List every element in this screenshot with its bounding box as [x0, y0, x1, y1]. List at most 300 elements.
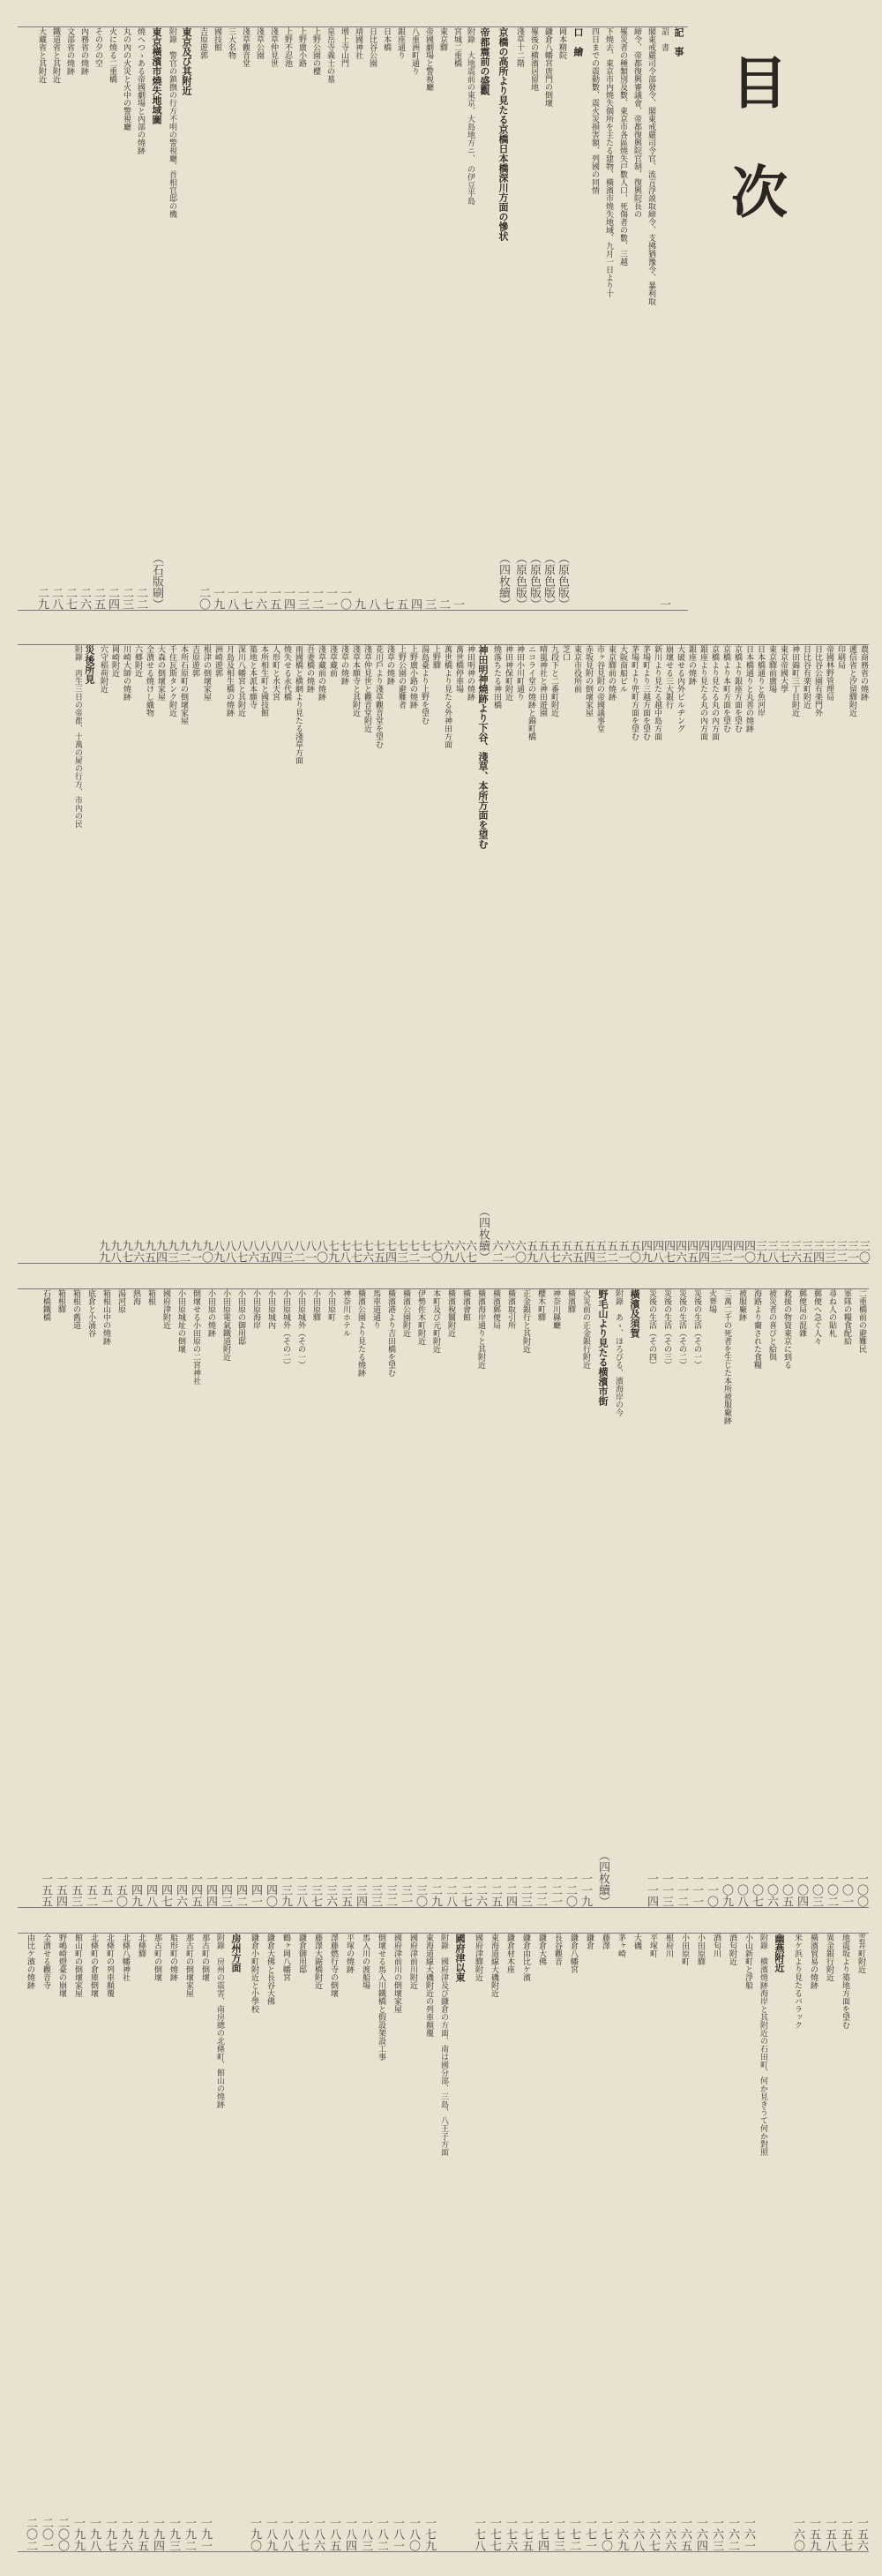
toc-entry[interactable]	[565, 1934, 581, 2551]
toc-entry[interactable]	[119, 27, 133, 610]
toc-entry-title: 神田錦町三丁目附近	[790, 645, 799, 717]
toc-section-note	[437, 1934, 450, 2551]
toc-entry-title: 鐵道省と其附近	[51, 27, 60, 83]
toc-entry[interactable]	[766, 645, 777, 1263]
toc-entry[interactable]	[235, 645, 246, 1263]
toc-entry[interactable]	[263, 1289, 278, 1907]
toc-entry[interactable]	[353, 1289, 368, 1907]
toc-entry[interactable]	[754, 645, 766, 1263]
toc-entry[interactable]	[789, 645, 800, 1263]
toc-entry-page: 一九六	[119, 2517, 132, 2551]
toc-entry-title: 正金銀行と其附近	[521, 1289, 530, 1353]
toc-entry-title: 下燒去、東京市内燒失個所を主たる建物、橫濱市燒失地域、九月一日より十	[604, 27, 613, 297]
toc-entry[interactable]	[597, 1934, 613, 2551]
toc-entry[interactable]	[581, 1934, 597, 2551]
toc-entry[interactable]	[349, 645, 361, 1263]
toc-entry[interactable]	[443, 1289, 458, 1907]
toc-entry-title: 鎌倉材木座	[505, 1934, 514, 1973]
toc-entry[interactable]	[38, 1934, 54, 2551]
toc-entry-title: 上野不忍池	[283, 27, 292, 67]
toc-entry-page: 三六	[788, 1240, 801, 1263]
toc-entry[interactable]	[223, 645, 235, 1263]
toc-entry-title: 災後の生活（その四）	[647, 1289, 656, 1369]
toc-entry[interactable]	[280, 645, 292, 1263]
toc-entry[interactable]	[436, 27, 450, 610]
toc-entry[interactable]	[821, 1934, 837, 2551]
toc-entry[interactable]	[248, 1289, 263, 1907]
toc-entry[interactable]	[428, 1289, 443, 1907]
toc-entry-title: ニコライ堂の燒跡と錦町橋	[527, 645, 535, 740]
toc-entry[interactable]	[70, 1934, 86, 2551]
toc-entry[interactable]	[53, 1289, 68, 1907]
toc-entry[interactable]	[502, 1934, 518, 2551]
toc-entry[interactable]	[674, 645, 685, 1263]
toc-entry[interactable]	[189, 645, 200, 1263]
toc-entry[interactable]	[837, 1934, 853, 2551]
toc-entry-title: 淺草の燒跡	[340, 645, 348, 685]
toc-entry[interactable]	[518, 1934, 534, 2551]
toc-entry[interactable]	[246, 1934, 262, 2551]
toc-entry[interactable]	[158, 1289, 173, 1907]
toc-entry-page: 一五九	[807, 2517, 820, 2551]
toc-entry[interactable]	[779, 1289, 794, 1907]
toc-entry-title: 京橋より本町方面を望む	[721, 645, 730, 732]
toc-entry-page: 四二	[719, 1240, 732, 1263]
toc-entry[interactable]	[38, 1289, 53, 1907]
toc-entry[interactable]	[117, 1934, 133, 2551]
toc-entry[interactable]	[196, 27, 210, 610]
toc-entry[interactable]	[513, 645, 525, 1263]
toc-entry[interactable]	[49, 27, 63, 610]
toc-section-heading	[769, 1934, 789, 2551]
toc-entry[interactable]	[269, 645, 280, 1263]
toc-entry[interactable]	[651, 645, 662, 1263]
toc-entry[interactable]	[674, 1289, 689, 1907]
toc-entry[interactable]	[133, 27, 147, 610]
toc-entry[interactable]	[794, 1289, 809, 1907]
toc-entry[interactable]	[295, 27, 309, 610]
toc-entry-title: 芝口	[561, 645, 570, 661]
toc-entry[interactable]	[238, 27, 252, 610]
toc-entry-title: 吉原遊郭	[191, 645, 199, 677]
toc-entry[interactable]	[613, 1934, 629, 2551]
toc-entry[interactable]	[338, 645, 349, 1263]
toc-entry[interactable]	[764, 1289, 779, 1907]
toc-entry[interactable]	[422, 27, 436, 610]
toc-section-note	[658, 27, 669, 610]
toc-entry-title: 泉岳寺義士の墓	[325, 27, 334, 83]
toc-entry[interactable]	[379, 27, 393, 610]
toc-entry[interactable]	[212, 645, 223, 1263]
toc-entry-title: 附錄 横濱燒跡海岸と其附近の石田町、何か見きうて何か對照	[759, 1934, 767, 2156]
toc-entry[interactable]	[708, 1934, 724, 2551]
toc-entry-page: 四九	[639, 1240, 652, 1263]
toc-entry[interactable]	[246, 645, 258, 1263]
toc-entry[interactable]	[177, 645, 189, 1263]
toc-entry-page: 一八五	[327, 2517, 340, 2551]
toc-entry[interactable]	[294, 1934, 310, 2551]
toc-entry[interactable]	[697, 645, 708, 1263]
toc-entry[interactable]	[639, 645, 651, 1263]
toc-entry[interactable]	[630, 27, 644, 610]
toc-entry-title: 吾妻橋の燒跡	[305, 645, 314, 693]
toc-entry-page: 二五	[92, 587, 105, 610]
toc-entry[interactable]	[724, 1934, 740, 2551]
toc-entry[interactable]	[293, 1289, 308, 1907]
toc-entry[interactable]	[113, 1289, 128, 1907]
toc-entry[interactable]	[338, 1289, 353, 1907]
toc-entry-page: 二三	[120, 587, 133, 610]
toc-entry-page: 二〇一	[40, 2517, 53, 2551]
toc-entry-page: 七一	[417, 1240, 430, 1263]
toc-entry[interactable]	[166, 645, 177, 1263]
toc-entry-page: 三一	[845, 1240, 858, 1263]
toc-entry[interactable]	[68, 1289, 83, 1907]
toc-entry[interactable]	[555, 27, 569, 610]
toc-entry[interactable]	[418, 645, 430, 1263]
toc-entry-page: 一五	[267, 587, 280, 610]
toc-entry[interactable]	[805, 1934, 821, 2551]
toc-entry[interactable]	[473, 1289, 488, 1907]
toc-entry[interactable]	[464, 645, 475, 1263]
toc-entry-title: 大藏省と其附近	[37, 27, 46, 83]
toc-entry[interactable]	[389, 1934, 405, 2551]
toc-entry[interactable]	[83, 1289, 98, 1907]
toc-entry-title: 岡崎附近	[110, 645, 119, 677]
toc-entry[interactable]	[740, 1934, 756, 2551]
toc-entry[interactable]	[676, 1934, 692, 2551]
toc-section-heading	[450, 1934, 470, 2551]
toc-entry[interactable]	[839, 1289, 854, 1907]
toc-entry[interactable]	[644, 1289, 659, 1907]
toc-entry[interactable]	[357, 1934, 373, 2551]
toc-entry-page: 一一〇	[705, 1873, 718, 1907]
toc-entry[interactable]	[326, 645, 338, 1263]
toc-entry-title: 丸の內の火災と火中の警視廳	[122, 27, 131, 131]
toc-entry[interactable]	[384, 645, 395, 1263]
toc-entry-page: 一八六	[311, 2517, 325, 2551]
toc-entry[interactable]	[120, 645, 131, 1263]
toc-entry[interactable]	[200, 645, 212, 1263]
toc-entry[interactable]	[720, 645, 731, 1263]
toc-entry[interactable]	[594, 645, 605, 1263]
toc-entry-title: 災後の生活（その一）	[692, 1289, 701, 1369]
toc-entry[interactable]	[108, 645, 120, 1263]
toc-entry[interactable]	[749, 1289, 764, 1907]
toc-entry[interactable]	[452, 645, 464, 1263]
toc-entry-title: 橫濱海岸通りと其附近	[476, 1289, 485, 1369]
toc-entry[interactable]	[280, 27, 295, 610]
toc-entry[interactable]	[309, 27, 323, 610]
toc-entry-title: 橫濱郵便局	[491, 1289, 500, 1329]
toc-entry[interactable]	[490, 645, 502, 1263]
toc-entry-title: 大破せる內外ビルヂング	[676, 645, 684, 732]
toc-entry[interactable]	[719, 1289, 734, 1907]
toc-entry-page: 四三	[707, 1240, 721, 1263]
toc-entry-title: 被服廠跡	[737, 1289, 746, 1321]
toc-entry-page: （四枚續）	[596, 1850, 609, 1907]
toc-entry[interactable]	[292, 645, 303, 1263]
toc-entry-title: 淺草の燒跡	[385, 645, 394, 685]
toc-entry-page: 七五	[371, 1240, 385, 1263]
toc-entry-title: 淺草觀音堂	[241, 27, 250, 67]
toc-entry-title: 茅ヶ崎	[617, 1934, 625, 1957]
toc-entry-title: 大阪商船ビル	[618, 645, 627, 693]
toc-entry[interactable]	[777, 645, 789, 1263]
toc-entry-title: 增上寺山門	[340, 27, 348, 67]
toc-entry[interactable]	[661, 1934, 676, 2551]
toc-entry-title: 底倉と小涌谷	[86, 1289, 95, 1337]
toc-entry[interactable]	[165, 1934, 181, 2551]
toc-entry[interactable]	[361, 645, 372, 1263]
toc-entry[interactable]	[405, 1934, 421, 2551]
toc-entry[interactable]	[628, 645, 639, 1263]
toc-entry[interactable]	[407, 645, 418, 1263]
toc-entry-title: 日本橋通りと魚河岸	[756, 645, 765, 717]
toc-entry[interactable]	[605, 645, 617, 1263]
toc-entry-title: 伊勢佐木町附近	[416, 1289, 425, 1345]
toc-entry[interactable]	[413, 1289, 428, 1907]
toc-entry-title: 上野驛	[431, 645, 440, 669]
toc-entry-title: 異金銀行附近	[825, 1934, 833, 1981]
toc-entry[interactable]	[351, 27, 365, 610]
toc-entry[interactable]	[77, 27, 91, 610]
toc-entry[interactable]	[341, 1934, 357, 2551]
toc-entry[interactable]	[587, 27, 602, 610]
toc-entry[interactable]	[731, 645, 743, 1263]
toc-entry-title: 房州方面	[230, 1934, 242, 1972]
toc-entry[interactable]	[534, 1934, 549, 2551]
toc-entry[interactable]	[133, 1934, 149, 2551]
toc-entry[interactable]	[518, 1289, 533, 1907]
toc-entry[interactable]	[824, 1289, 839, 1907]
toc-entry[interactable]	[692, 1934, 708, 2551]
toc-entry[interactable]	[128, 1289, 143, 1907]
toc-entry[interactable]	[857, 645, 869, 1263]
toc-entry-title: 洲崎遊郭	[213, 645, 222, 677]
toc-entry-page: 七六	[360, 1240, 373, 1263]
toc-entry[interactable]	[563, 1289, 578, 1907]
toc-entry[interactable]	[662, 645, 674, 1263]
toc-entry[interactable]	[266, 27, 280, 610]
toc-entry[interactable]	[834, 645, 846, 1263]
toc-entry-page: 九八	[108, 1240, 121, 1263]
toc-entry[interactable]	[441, 645, 452, 1263]
toc-entry-page: 一二七	[459, 1873, 472, 1907]
toc-entry[interactable]	[143, 645, 154, 1263]
toc-entry[interactable]	[398, 1289, 413, 1907]
toc-entry[interactable]	[188, 1289, 203, 1907]
toc-entry[interactable]	[644, 27, 658, 610]
toc-entry[interactable]	[131, 645, 143, 1263]
toc-entry[interactable]	[101, 1934, 117, 2551]
toc-entry[interactable]	[383, 1289, 398, 1907]
toc-entry[interactable]	[323, 1289, 338, 1907]
toc-entry[interactable]	[800, 645, 811, 1263]
toc-entry[interactable]	[197, 1934, 213, 2551]
toc-entry-title: 火災前の正金銀行附近	[581, 1289, 590, 1369]
toc-entry[interactable]	[233, 1289, 248, 1907]
toc-entry[interactable]	[210, 27, 224, 610]
toc-entry-title: 鎌倉八幡宮唐門の倒壞	[543, 27, 552, 107]
toc-entry[interactable]	[308, 1289, 323, 1907]
toc-entry[interactable]	[616, 27, 630, 610]
toc-entry-title: 火葬場	[707, 1289, 716, 1313]
toc-entry[interactable]	[258, 645, 269, 1263]
toc-entry-page: 一七八	[472, 2517, 485, 2551]
toc-entry-page: 一四八	[144, 1873, 157, 1907]
toc-entry[interactable]	[149, 1934, 165, 2551]
toc-entry-title: 長谷觀音	[553, 1934, 562, 1965]
toc-entry[interactable]	[571, 645, 582, 1263]
toc-entry-page: 五九	[524, 1240, 537, 1263]
toc-entry[interactable]	[373, 1934, 389, 2551]
toc-entry[interactable]	[224, 27, 238, 610]
toc-entry[interactable]	[536, 645, 548, 1263]
toc-entry[interactable]	[218, 1289, 233, 1907]
toc-entry[interactable]	[486, 1934, 502, 2551]
toc-entry[interactable]	[154, 645, 166, 1263]
toc-entry[interactable]	[98, 1289, 113, 1907]
toc-entry-title: 附錄 再生三日の帝都、十萬の屍の行方、市內の民	[73, 645, 82, 828]
toc-entry[interactable]	[421, 1934, 437, 2551]
toc-entry[interactable]	[578, 1289, 593, 1907]
toc-entry-page: （原色版）	[556, 552, 569, 610]
toc-entry[interactable]	[617, 645, 628, 1263]
toc-entry[interactable]	[708, 645, 720, 1263]
toc-entry[interactable]	[685, 645, 697, 1263]
toc-entry-page: 五五	[570, 1240, 583, 1263]
toc-entry[interactable]	[811, 645, 823, 1263]
toc-entry[interactable]	[365, 27, 379, 610]
toc-entry-title: 小田原電氣鐵道附近	[221, 1289, 230, 1361]
toc-entry[interactable]	[34, 27, 49, 610]
toc-entry-title: 帝都震前の盛觀	[479, 27, 490, 95]
toc-section-heading	[624, 1289, 644, 1907]
toc-entry-title: 那古町の倒壞	[153, 1934, 161, 1981]
toc-entry[interactable]	[63, 27, 77, 610]
toc-entry-title: 災後の生活（その三）	[662, 1289, 671, 1369]
toc-entry[interactable]	[105, 27, 119, 610]
toc-entry[interactable]	[823, 645, 834, 1263]
toc-entry[interactable]	[310, 1934, 325, 2551]
toc-entry-title: 岡本精院	[557, 27, 566, 59]
toc-entry[interactable]	[450, 27, 464, 610]
toc-entry[interactable]	[549, 1934, 565, 2551]
toc-entry-title: 神田明神燒跡より下谷、淺草、本所方面を望む	[477, 645, 489, 849]
toc-entry[interactable]	[22, 1934, 38, 2551]
toc-entry-page: 一一一	[690, 1873, 703, 1907]
toc-section-note	[72, 645, 82, 1263]
toc-entry[interactable]	[789, 1934, 805, 2551]
toc-entry[interactable]	[337, 27, 351, 610]
toc-entry[interactable]	[458, 1289, 473, 1907]
toc-entry[interactable]	[527, 27, 541, 610]
toc-entry-title: 附錄 房州の震害、南房總の北條町、館山の燒跡	[215, 1934, 224, 2108]
toc-entry[interactable]	[503, 1289, 518, 1907]
toc-entry-page: 一七〇	[599, 2517, 612, 2551]
toc-entry-title: 橫濱貿易の燒跡	[809, 1934, 818, 1989]
toc-entry[interactable]	[372, 645, 384, 1263]
toc-entry[interactable]	[86, 1934, 101, 2551]
toc-entry[interactable]	[853, 1934, 869, 2551]
toc-entry-title: 被災者の喜びと給與	[767, 1289, 776, 1361]
toc-entry[interactable]	[278, 1934, 294, 2551]
toc-entry-title: 晴嵐神社と神田遊園	[538, 645, 547, 717]
toc-entry[interactable]	[854, 1289, 869, 1907]
toc-entry[interactable]	[533, 1289, 548, 1907]
toc-entry[interactable]	[809, 1289, 824, 1907]
toc-entry[interactable]	[395, 645, 407, 1263]
toc-entry-title: 湯河原	[116, 1289, 125, 1313]
toc-entry-page: 一九〇	[248, 2517, 261, 2551]
toc-entry-title: その夕の空	[93, 27, 102, 67]
toc-entry[interactable]	[54, 1934, 70, 2551]
toc-entry[interactable]	[315, 645, 326, 1263]
toc-entry[interactable]	[97, 645, 108, 1263]
toc-entry-title: 鎌倉御用邸	[297, 1934, 306, 1973]
toc-entry[interactable]	[548, 645, 559, 1263]
toc-entry-page: 二四	[106, 587, 119, 610]
toc-entry[interactable]	[470, 1934, 486, 2551]
toc-entry[interactable]	[407, 27, 422, 610]
toc-entry[interactable]	[689, 1289, 704, 1907]
toc-entry[interactable]	[303, 645, 315, 1263]
toc-entry-page: 一六二	[726, 2517, 739, 2551]
toc-entry[interactable]	[91, 27, 105, 610]
toc-entry[interactable]	[659, 1289, 674, 1907]
toc-entry[interactable]	[645, 1934, 661, 2551]
toc-entry-title: 上野公園の櫻	[311, 27, 320, 75]
toc-entry[interactable]	[512, 27, 527, 610]
toc-entry[interactable]	[203, 1289, 218, 1907]
toc-entry[interactable]	[430, 645, 441, 1263]
toc-entry[interactable]	[582, 645, 594, 1263]
toc-entry[interactable]	[743, 645, 754, 1263]
toc-entry-title: 川崎大師の燒跡	[122, 645, 131, 701]
toc-entry[interactable]	[846, 645, 857, 1263]
toc-entry-title: 小山新町と浮船	[744, 1934, 752, 1989]
toc-entry[interactable]	[704, 1289, 719, 1907]
toc-entry[interactable]	[629, 1934, 645, 2551]
toc-entry[interactable]	[323, 27, 337, 610]
toc-entry-title: 淺草藏前	[328, 645, 337, 677]
toc-entry[interactable]	[368, 1289, 383, 1907]
toc-entry-page: 一六九	[615, 2517, 628, 2551]
toc-entry[interactable]	[262, 1934, 278, 2551]
toc-entry[interactable]	[525, 645, 536, 1263]
toc-entry-title: 大磯	[632, 1934, 641, 1949]
toc-entry[interactable]	[502, 645, 513, 1263]
toc-entry[interactable]	[548, 1289, 563, 1907]
toc-entry[interactable]	[252, 27, 266, 610]
toc-entry[interactable]	[173, 1289, 188, 1907]
toc-entry[interactable]	[181, 1934, 197, 2551]
toc-entry-page: （原色版）	[513, 552, 527, 610]
toc-entry-title: 全潰せる燒けし織物	[145, 645, 153, 717]
toc-entry-page: 一	[451, 598, 464, 610]
toc-entry-page: 一四〇	[264, 1873, 277, 1907]
toc-entry[interactable]	[541, 27, 555, 610]
toc-entry[interactable]	[559, 645, 571, 1263]
toc-entry[interactable]	[278, 1289, 293, 1907]
toc-entry[interactable]	[602, 27, 616, 610]
toc-entry[interactable]	[734, 1289, 749, 1907]
toc-entry[interactable]	[325, 1934, 341, 2551]
toc-entry[interactable]	[143, 1289, 158, 1907]
toc-entry[interactable]	[393, 27, 407, 610]
toc-entry[interactable]	[488, 1289, 503, 1907]
